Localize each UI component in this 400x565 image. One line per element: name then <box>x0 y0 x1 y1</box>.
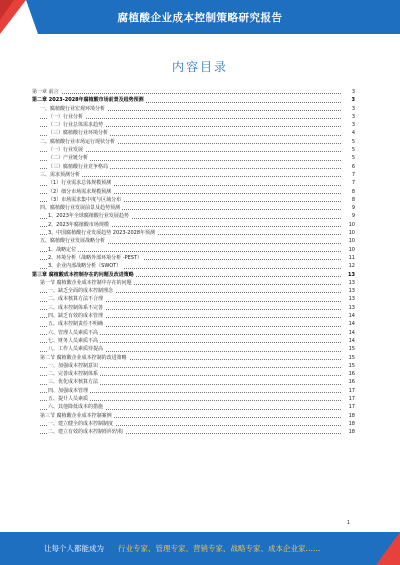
toc-entry-label: 六、其他降低成本的措施 <box>48 404 104 411</box>
toc-entry[interactable] <box>32 412 355 420</box>
toc-entry-page: 13 <box>341 271 355 279</box>
toc-entry-label: 五、腐植酸行业发展战略分析 <box>40 238 106 245</box>
page-number: 1 <box>346 520 350 526</box>
page-header <box>0 0 400 34</box>
toc-leader-dots <box>40 251 341 252</box>
toc-entry-page: 16 <box>341 378 355 386</box>
toc-entry-page: 7 <box>341 179 355 187</box>
toc-entry[interactable] <box>32 295 355 303</box>
toc-entry[interactable] <box>32 129 355 137</box>
toc-entry[interactable] <box>32 154 355 162</box>
toc-entry[interactable] <box>32 88 355 96</box>
toc-entry-page: 18 <box>341 420 355 428</box>
toc-entry[interactable] <box>32 121 355 129</box>
toc-entry-label: 一、缺乏全面的成本控制理念 <box>48 288 114 295</box>
toc-entry[interactable] <box>32 378 355 386</box>
toc-entry-page: 15 <box>341 362 355 370</box>
toc-entry-label: 四、缺乏有效的成本管理 <box>48 313 104 320</box>
toc-entry-label: 2、环境分析（战略外部环境分析 -PEST） <box>48 254 142 261</box>
toc-entry-label: 二、腐植酸行业市场运行现状分析 <box>40 138 116 145</box>
toc-entry[interactable] <box>32 204 355 212</box>
toc-leader-dots <box>40 118 341 119</box>
toc-entry-page: 5 <box>341 154 355 162</box>
footer-roles: 行业专家、管理专家、营销专家、战略专家、成本企业家…… <box>118 544 321 553</box>
toc-entry[interactable] <box>32 279 355 287</box>
toc-entry-page: 9 <box>341 212 355 220</box>
toc-entry-page: 10 <box>341 229 355 237</box>
toc-entry-label: （二）产业链分析 <box>48 155 89 162</box>
toc-entry[interactable] <box>32 96 355 104</box>
toc-entry-label: 第一节 腐植酸企业成本控制中存在的问题 <box>40 279 132 286</box>
toc-entry-label: 第二章 2023-2028年腐植酸市场前景及趋势预测 <box>32 97 144 104</box>
toc-entry-page: 3 <box>341 113 355 121</box>
toc-entry[interactable] <box>32 287 355 295</box>
toc-entry-label: 一、腐植酸行业宏观环境分析 <box>40 105 106 112</box>
toc-entry[interactable] <box>32 237 355 245</box>
toc-entry[interactable] <box>32 304 355 312</box>
toc-entry-page: 17 <box>341 403 355 411</box>
toc-entry-label: 二、完善成本控制体系 <box>48 371 99 378</box>
toc-entry[interactable] <box>32 362 355 370</box>
toc-entry-label: 三、优化成本核算方法 <box>48 379 99 386</box>
toc-entry-label: （2）细分市场需求规模预测 <box>48 188 112 195</box>
toc-entry-label: （三）腐植酸行业环境分析 <box>48 130 109 137</box>
toc-leader-dots <box>40 151 341 152</box>
toc-entry[interactable] <box>32 163 355 171</box>
toc-entry-page: 9 <box>341 204 355 212</box>
toc-entry-page: 14 <box>341 312 355 320</box>
toc-entry-label: 第三章 腐植酸成本控制存在的问题及改进策略 <box>32 271 134 278</box>
toc-entry-label: 七、财务人员素质不高 <box>48 337 99 344</box>
toc-entry[interactable] <box>32 271 355 279</box>
toc-entry-label: 第二节 腐植酸企业成本控制的改进策略 <box>40 354 127 361</box>
toc-entry-label: 三、需求预测分析 <box>40 171 81 178</box>
toc-entry[interactable] <box>32 229 355 237</box>
toc-entry[interactable] <box>32 262 355 270</box>
toc-entry-page: 14 <box>341 329 355 337</box>
toc-entry[interactable] <box>32 171 355 179</box>
toc-entry-label: 三、成本控制体系不完善 <box>48 304 104 311</box>
toc-entry-label: 3、中国腐植酸行业发展趋势 2023-2028年预测 <box>48 230 156 237</box>
toc-entry[interactable] <box>32 395 355 403</box>
toc-entry-page: 10 <box>341 237 355 245</box>
toc-entry[interactable] <box>32 320 355 328</box>
toc-entry-page: 13 <box>341 287 355 295</box>
report-title: 腐植酸企业成本控制策略研究报告 <box>117 12 283 24</box>
toc-entry-label: 八、工作人员素质待提高 <box>48 346 104 353</box>
toc-entry-label: 1、2023年全球腐植酸行业发展趋势 <box>48 213 129 220</box>
toc-entry[interactable] <box>32 370 355 378</box>
toc-entry-page: 4 <box>341 129 355 137</box>
toc-entry[interactable] <box>32 254 355 262</box>
toc-entry-label: （一）行业发展 <box>48 147 84 154</box>
toc-entry-label: 五、成本控制责任不明确 <box>48 321 104 328</box>
toc-entry-label: 二、成本核算方法不合理 <box>48 296 104 303</box>
toc-entry[interactable] <box>32 221 355 229</box>
toc-entry-page: 12 <box>341 262 355 270</box>
toc-entry[interactable] <box>32 138 355 146</box>
toc-entry[interactable] <box>32 246 355 254</box>
toc-entry-page: 8 <box>341 196 355 204</box>
toc-entry-page: 18 <box>341 428 355 436</box>
toc-entry-page: 3 <box>341 88 355 96</box>
toc-entry-page: 7 <box>341 171 355 179</box>
toc-entry-page: 10 <box>341 246 355 254</box>
toc-entry-label: 二、建立有效的成本控制组织结构 <box>48 429 124 436</box>
toc-entry-page: 3 <box>341 96 355 104</box>
toc-entry[interactable] <box>32 329 355 337</box>
toc-entry-page: 17 <box>341 395 355 403</box>
toc-entry-page: 16 <box>341 370 355 378</box>
toc-entry[interactable] <box>32 188 355 196</box>
toc-entry[interactable] <box>32 105 355 113</box>
toc-entry-label: 第一章 前言 <box>32 89 59 95</box>
toc-entry[interactable] <box>32 312 355 320</box>
page-footer <box>0 532 400 565</box>
toc-entry[interactable] <box>32 146 355 154</box>
toc-entry[interactable] <box>32 212 355 220</box>
toc-entry[interactable] <box>32 113 355 121</box>
toc-title: 内容目录 <box>171 60 228 74</box>
toc-entry[interactable] <box>32 387 355 395</box>
toc-entry[interactable] <box>32 420 355 428</box>
toc-entry-label: 2、2023年腐植酸市场规模 <box>48 221 109 228</box>
toc-entry-label: 六、管理人员素质不高 <box>48 329 99 336</box>
footer-slogan: 让每个人都能成为 <box>44 544 104 553</box>
toc-entry-label: 四、加强成本管理 <box>48 387 89 394</box>
toc-entry[interactable] <box>32 196 355 204</box>
toc-entry-page: 13 <box>341 304 355 312</box>
toc-entry-label: （3）市场需求集中度与区域分布 <box>48 196 122 203</box>
toc-entry-label: （一）行业分析 <box>48 113 84 120</box>
toc-entry[interactable] <box>32 428 355 436</box>
toc-entry-label: （三）腐植酸行业竞争格局 <box>48 163 109 170</box>
toc-entry[interactable] <box>32 337 355 345</box>
toc-leader-dots <box>40 176 341 177</box>
toc-entry-page: 14 <box>341 320 355 328</box>
table-of-contents <box>32 88 355 436</box>
toc-entry-label: （1）行业需求总体规模预测 <box>48 180 112 187</box>
toc-entry-label: 一、建立健全的成本控制制度 <box>48 420 114 427</box>
toc-entry-page: 5 <box>341 138 355 146</box>
toc-entry-page: 3 <box>341 105 355 113</box>
toc-entry-page: 15 <box>341 345 355 353</box>
toc-entry-label: 3、企业内部战略分析（SWOT） <box>48 263 122 270</box>
toc-entry-page: 11 <box>341 254 355 262</box>
toc-entry[interactable] <box>32 179 355 187</box>
toc-entry-page: 8 <box>341 188 355 196</box>
toc-entry-page: 13 <box>341 295 355 303</box>
toc-entry[interactable] <box>32 354 355 362</box>
toc-entry-label: 四、腐植酸行业发展前景及趋势预测 <box>40 205 121 212</box>
toc-entry-page: 13 <box>341 279 355 287</box>
footer-red-shape <box>376 532 400 565</box>
toc-entry-label: 五、提升人员素质 <box>48 395 89 402</box>
toc-entry-page: 5 <box>341 146 355 154</box>
toc-entry-label: 1、战略定位 <box>48 246 77 253</box>
toc-leader-dots <box>32 93 341 94</box>
toc-entry-label: 第三节 腐植酸企业成本控制案例 <box>40 412 112 419</box>
toc-entry-page: 15 <box>341 354 355 362</box>
toc-entry-label: （二）行业总体需求趋势 <box>48 122 104 129</box>
toc-entry-page: 10 <box>341 221 355 229</box>
toc-entry[interactable] <box>32 345 355 353</box>
toc-entry-page: 14 <box>341 337 355 345</box>
toc-entry-page: 3 <box>341 121 355 129</box>
toc-entry[interactable] <box>32 403 355 411</box>
toc-entry-page: 6 <box>341 163 355 171</box>
toc-entry-page: 17 <box>341 387 355 395</box>
toc-entry-page: 18 <box>341 412 355 420</box>
toc-entry-label: 一、加强成本控制意识 <box>48 362 99 369</box>
